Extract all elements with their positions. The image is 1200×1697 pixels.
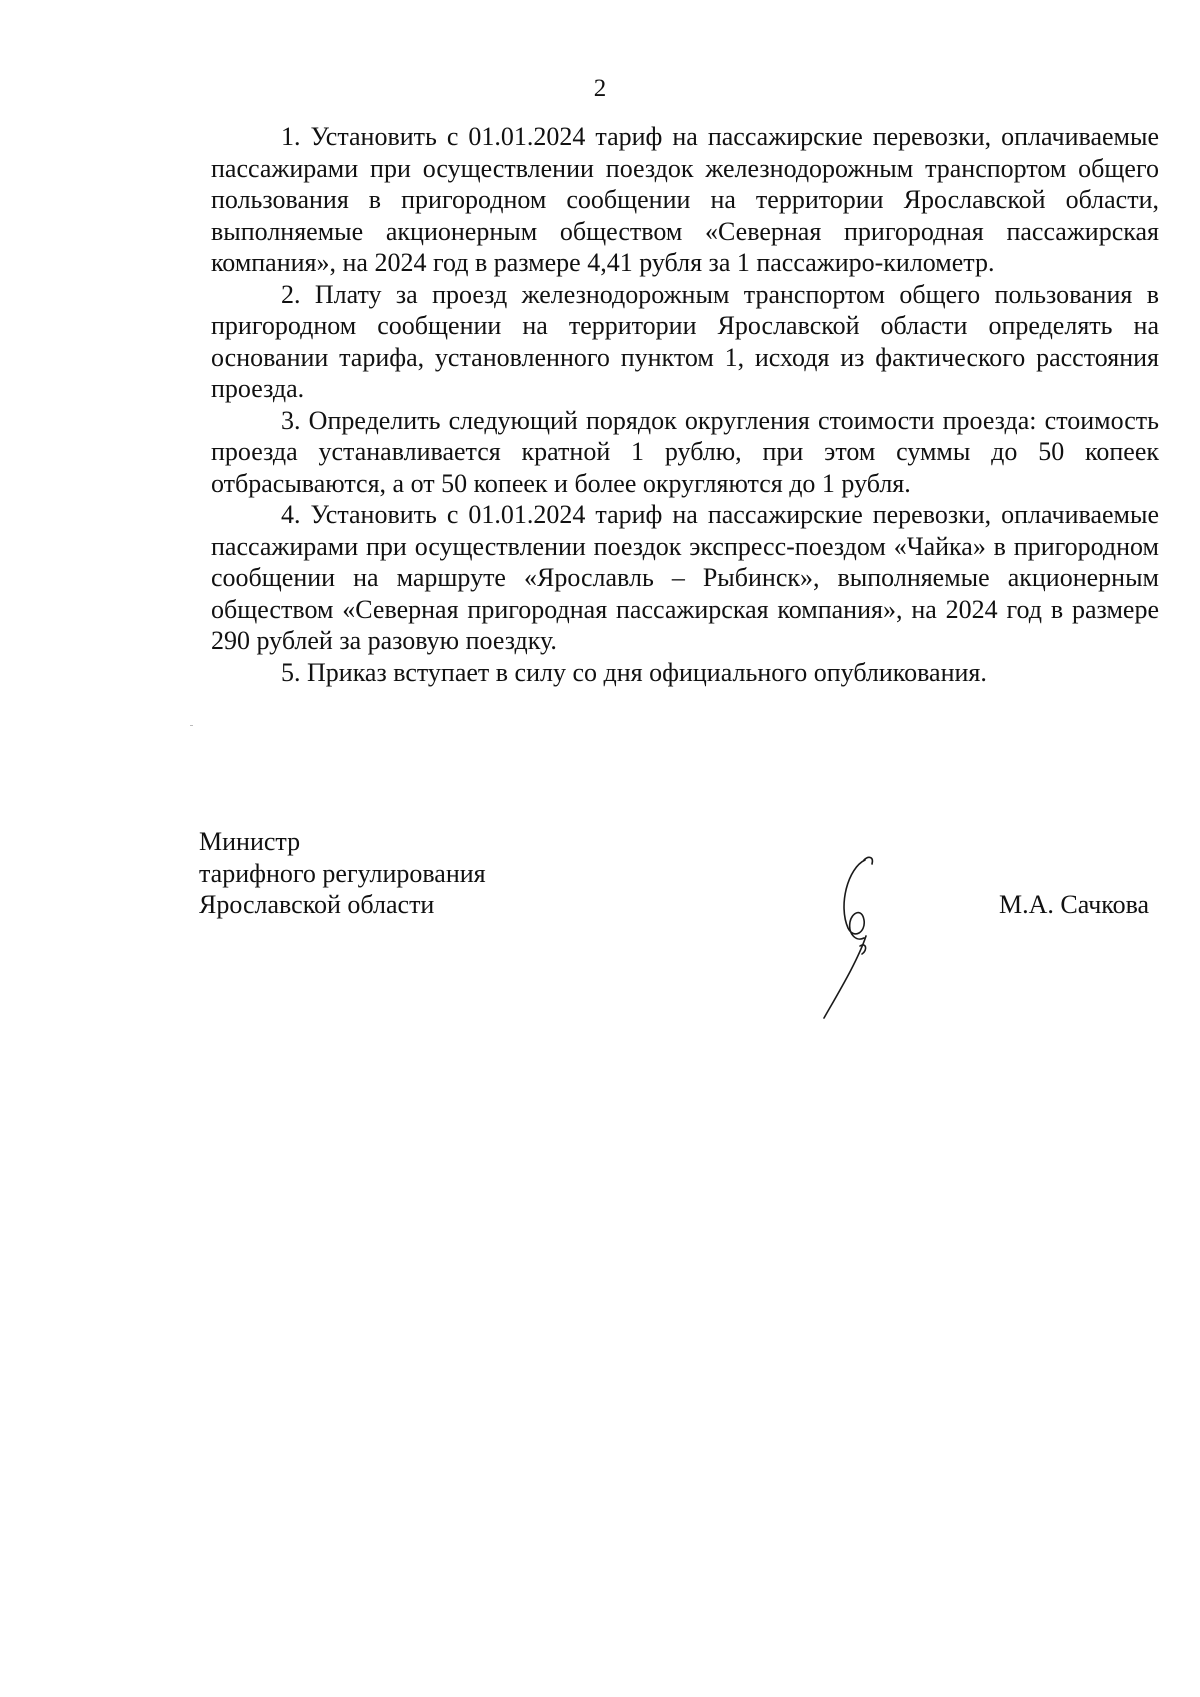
signatory-name: М.А. Сачкова [999, 890, 1150, 919]
paragraph-item-5: 5. Приказ вступает в силу со дня официального опубликования. [281, 657, 987, 687]
order-body [211, 121, 1159, 688]
signatory-position-line-3: Ярославской области [199, 890, 435, 919]
signatory-position-line-1: Министр [199, 827, 301, 856]
signatory-position [199, 826, 599, 921]
paragraph-item-4: 4. Установить с 01.01.2024 тариф на пассажирские перевозки, оплачиваемые пассажирами при осуществлении поездок экспресс-поездом «Чайка» в пригородном сообщении на маршруте «Ярославль – Рыбинск», выполняемые акционерным обществом «Северная пригородная пассажирская компания», на 2024 год в размере 290 рублей за разовую поездку. [211, 500, 1159, 655]
paragraph-item-1: 1. Установить с 01.01.2024 тариф на пассажирские перевозки, оплачиваемые пассажирами при осуществлении поездок железнодорожным транспортом общего пользования в пригородном сообщении на территории Ярославской области, выполняемые акционерным обществом «Северная пригородная пассажирская компания», на 2024 год в размере 4,41 рубля за 1 пассажиро-километр. [211, 122, 1159, 277]
signature-block [199, 826, 1159, 1026]
handwritten-signature [820, 850, 940, 1030]
page-number: 2 [593, 75, 607, 102]
paragraph-item-3: 3. Определить следующий порядок округления стоимости проезда: стоимость проезда устанавливается кратной 1 рублю, при этом суммы до 50 копеек отбрасываются, а от 50 копеек и более округляются до 1 рубля. [211, 405, 1159, 498]
scan-mark [190, 725, 193, 726]
paragraph-item-2: 2. Плату за проезд железнодорожным транспортом общего пользования в пригородном сообщении на территории Ярославской области определять на основании тарифа, установленного пунктом 1, исходя из фактического расстояния проезда. [211, 279, 1159, 403]
signatory-position-line-2: тарифного регулирования [199, 858, 486, 888]
